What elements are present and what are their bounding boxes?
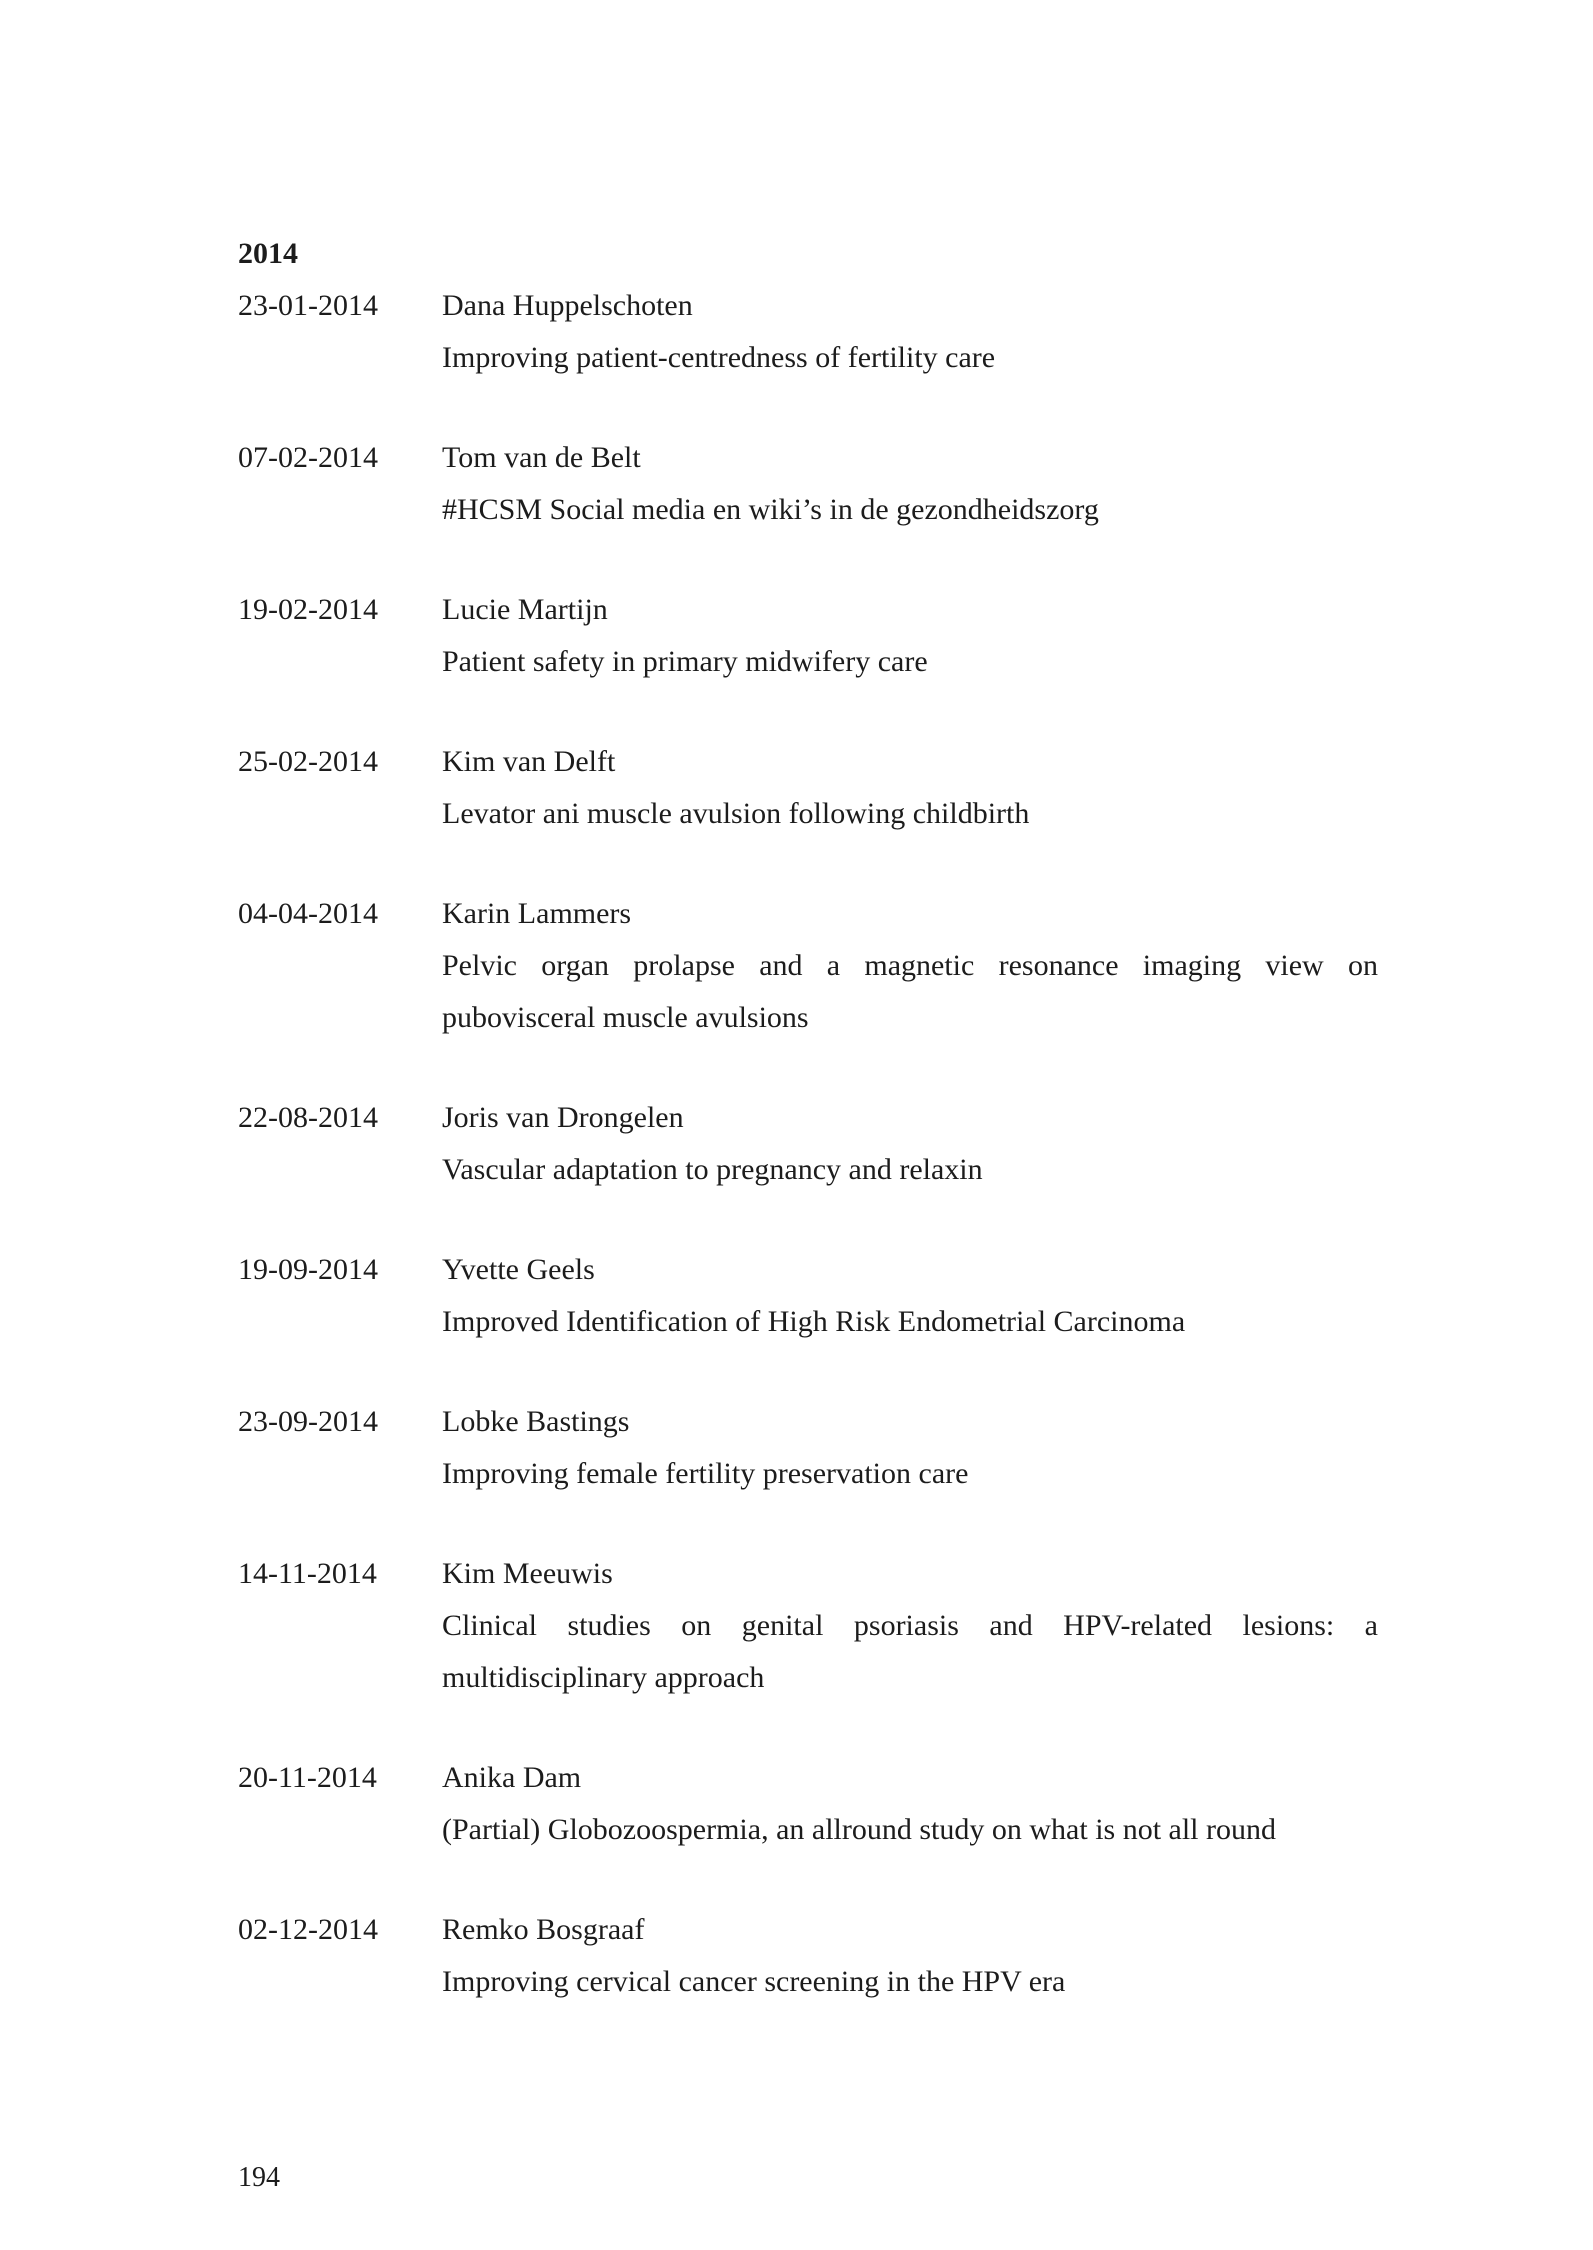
entry-date: 25-02-2014 bbox=[238, 745, 378, 778]
entry-date: 22-08-2014 bbox=[238, 1101, 378, 1134]
entry-content bbox=[442, 1904, 1378, 2008]
entry-content bbox=[442, 584, 1378, 688]
entry-content bbox=[442, 432, 1378, 536]
defense-entry bbox=[238, 1904, 1378, 2008]
entry-date: 23-01-2014 bbox=[238, 289, 378, 322]
entry-content bbox=[442, 1548, 1378, 1704]
entry-title: Improving female fertility preservation care bbox=[442, 1457, 969, 1490]
entry-title: Patient safety in primary midwifery care bbox=[442, 645, 928, 678]
entry-title: #HCSM Social media en wiki’s in de gezondheidszorg bbox=[442, 493, 1099, 526]
entry-name: Kim van Delft bbox=[442, 745, 616, 778]
entry-date: 14-11-2014 bbox=[238, 1557, 377, 1590]
entry-date: 04-04-2014 bbox=[238, 897, 378, 930]
entry-name: Lucie Martijn bbox=[442, 593, 608, 626]
defense-entry bbox=[238, 1092, 1378, 1196]
defense-entry bbox=[238, 280, 1378, 384]
entry-content bbox=[442, 888, 1378, 1044]
entry-title: Improving patient-centredness of fertility care bbox=[442, 341, 996, 374]
entry-title: Improving cervical cancer screening in the HPV era bbox=[442, 1965, 1066, 1998]
entry-title: (Partial) Globozoospermia, an allround study on what is not all round bbox=[442, 1813, 1277, 1846]
entry-title: Clinical studies on genital psoriasis and HPV-related lesions: a multidisciplinary approach bbox=[442, 1609, 1378, 1694]
entry-name: Kim Meeuwis bbox=[442, 1557, 613, 1590]
entry-title: Pelvic organ prolapse and a magnetic resonance imaging view on pubovisceral muscle avulsions bbox=[442, 949, 1378, 1034]
entry-name: Dana Huppelschoten bbox=[442, 289, 693, 322]
defense-entry bbox=[238, 1752, 1378, 1856]
entry-date: 23-09-2014 bbox=[238, 1405, 378, 1438]
defense-entry bbox=[238, 1396, 1378, 1500]
entry-content bbox=[442, 1092, 1378, 1196]
entry-date: 02-12-2014 bbox=[238, 1913, 378, 1946]
entry-name: Tom van de Belt bbox=[442, 441, 641, 474]
entry-date: 07-02-2014 bbox=[238, 441, 378, 474]
entry-date: 20-11-2014 bbox=[238, 1761, 377, 1794]
year-heading: 2014 bbox=[238, 237, 298, 270]
entry-content bbox=[442, 736, 1378, 840]
entry-title: Improved Identification of High Risk Endometrial Carcinoma bbox=[442, 1305, 1186, 1338]
defense-entry bbox=[238, 584, 1378, 688]
entries-list bbox=[238, 280, 1378, 2008]
entry-content bbox=[442, 1244, 1378, 1348]
entry-title: Vascular adaptation to pregnancy and relaxin bbox=[442, 1153, 983, 1186]
entry-content bbox=[442, 1752, 1378, 1856]
entry-name: Joris van Drongelen bbox=[442, 1101, 684, 1134]
defense-entry bbox=[238, 1548, 1378, 1704]
entry-date: 19-09-2014 bbox=[238, 1253, 378, 1286]
entry-content bbox=[442, 1396, 1378, 1500]
defense-entry bbox=[238, 888, 1378, 1044]
defense-entry bbox=[238, 1244, 1378, 1348]
defense-entry bbox=[238, 736, 1378, 840]
entry-content bbox=[442, 280, 1378, 384]
entry-title: Levator ani muscle avulsion following childbirth bbox=[442, 797, 1030, 830]
defense-entry bbox=[238, 432, 1378, 536]
entry-name: Lobke Bastings bbox=[442, 1405, 630, 1438]
page-number: 194 bbox=[238, 2162, 280, 2193]
entry-name: Yvette Geels bbox=[442, 1253, 595, 1286]
entry-name: Anika Dam bbox=[442, 1761, 582, 1794]
document-page bbox=[238, 228, 1378, 2008]
entry-name: Remko Bosgraaf bbox=[442, 1913, 645, 1946]
entry-name: Karin Lammers bbox=[442, 897, 632, 930]
entry-date: 19-02-2014 bbox=[238, 593, 378, 626]
